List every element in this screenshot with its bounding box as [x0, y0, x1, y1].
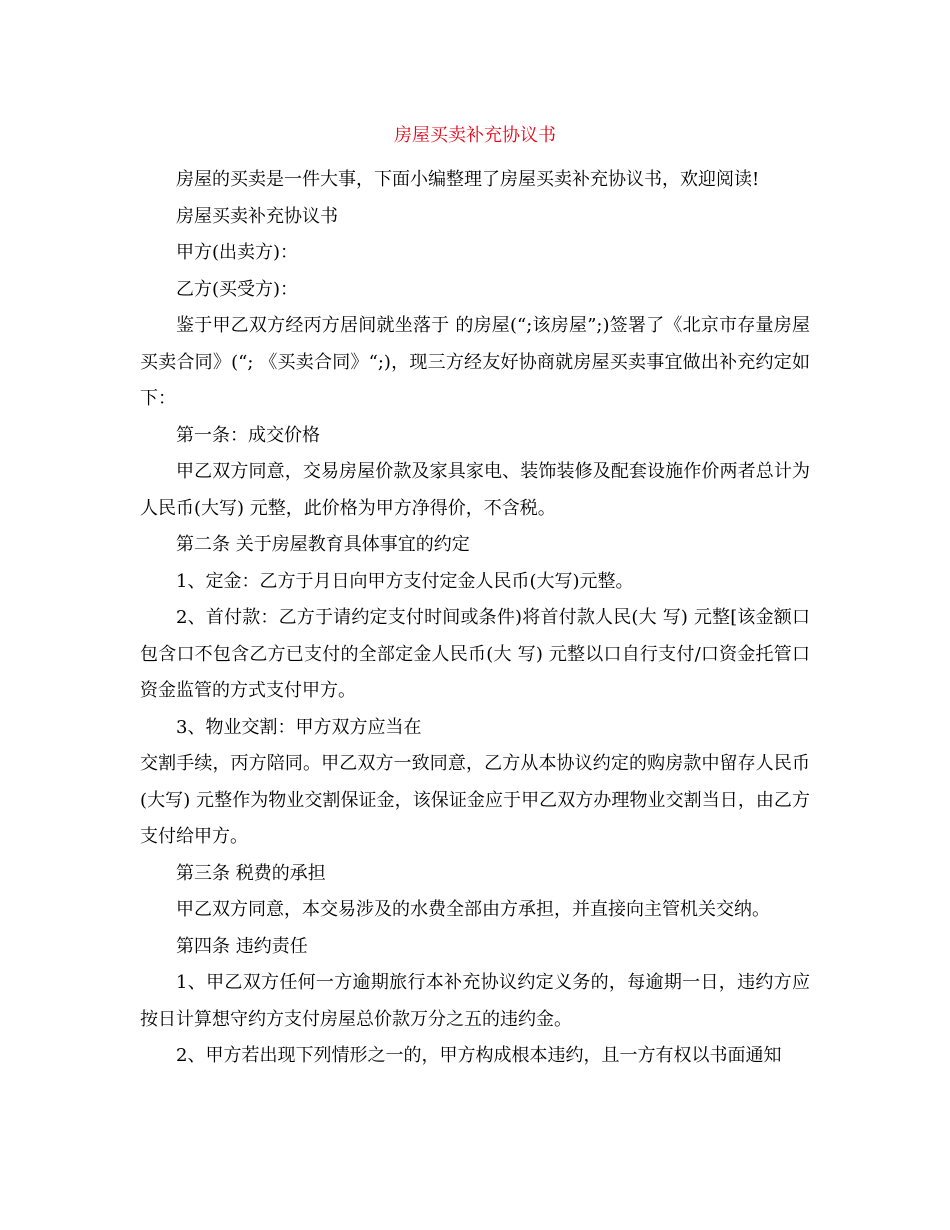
paragraph-intro: 房屋的买卖是一件大事，下面小编整理了房屋买卖补充协议书，欢迎阅读!: [176, 169, 760, 190]
paragraph-party-a: 甲方(出卖方)：: [176, 242, 299, 263]
paragraph-article-1-body: 甲乙双方同意，交易房屋价款及家具家电、装饰装修及配套设施作价两者总计为人民币(大写) 元整，此价格为甲方净得价，不含税。: [140, 461, 810, 519]
document-body: [140, 162, 810, 1075]
paragraph-breach-2: 2、甲方若出现下列情形之一的，甲方构成根本违约，且一方有权以书面通知: [176, 1045, 782, 1066]
paragraph-deposit: 1、定金：乙方于月日向甲方支付定金人民币(大写)元整。: [176, 570, 634, 592]
paragraph-breach-1: 1、甲乙双方任何一方逾期旅行本补充协议约定义务的，每逾期一日，违约方应按日计算想守约方支付房屋总价款万分之五的违约金。: [140, 972, 810, 1030]
paragraph-preamble: 鉴于甲乙双方经丙方居间就坐落于 的房屋(“;该房屋”;)签署了《北京市存量房屋买卖合同》(“; 《买卖合同》“;)，现三方经友好协商就房屋买卖事宜做出补充约定如下：: [140, 315, 810, 409]
paragraph-subtitle: 房屋买卖补充协议书: [176, 205, 338, 227]
paragraph-handover-detail: 交割手续，丙方陪同。甲乙双方一致同意，乙方从本协议约定的购房款中留存人民币(大写) 元整作为物业交割保证金，该保证金应于甲乙双方办理物业交割当日，由乙方支付给甲方。: [140, 753, 810, 847]
paragraph-article-2-heading: 第二条 关于房屋教育具体事宜的约定: [176, 534, 470, 555]
paragraph-down-payment: 2、首付款：乙方于请约定支付时间或条件)将首付款人民(大 写) 元整[该金额口包含口不包含乙方已支付的全部定金人民币(大 写) 元整以口自行支付/口资金托管口资金监管的方式支付甲方。: [140, 607, 810, 701]
paragraph-article-3-heading: 第三条 税费的承担: [176, 862, 326, 884]
document-title: 房屋买卖补充协议书: [394, 125, 556, 146]
paragraph-article-4-heading: 第四条 违约责任: [176, 935, 308, 957]
paragraph-article-1-heading: 第一条：成交价格: [176, 424, 320, 446]
paragraph-article-3-body: 甲乙双方同意，本交易涉及的水费全部由方承担，并直接向主管机关交纳。: [176, 899, 770, 920]
paragraph-property-handover: 3、物业交割：甲方双方应当在: [176, 716, 422, 738]
paragraph-party-b: 乙方(买受方)：: [176, 278, 299, 300]
